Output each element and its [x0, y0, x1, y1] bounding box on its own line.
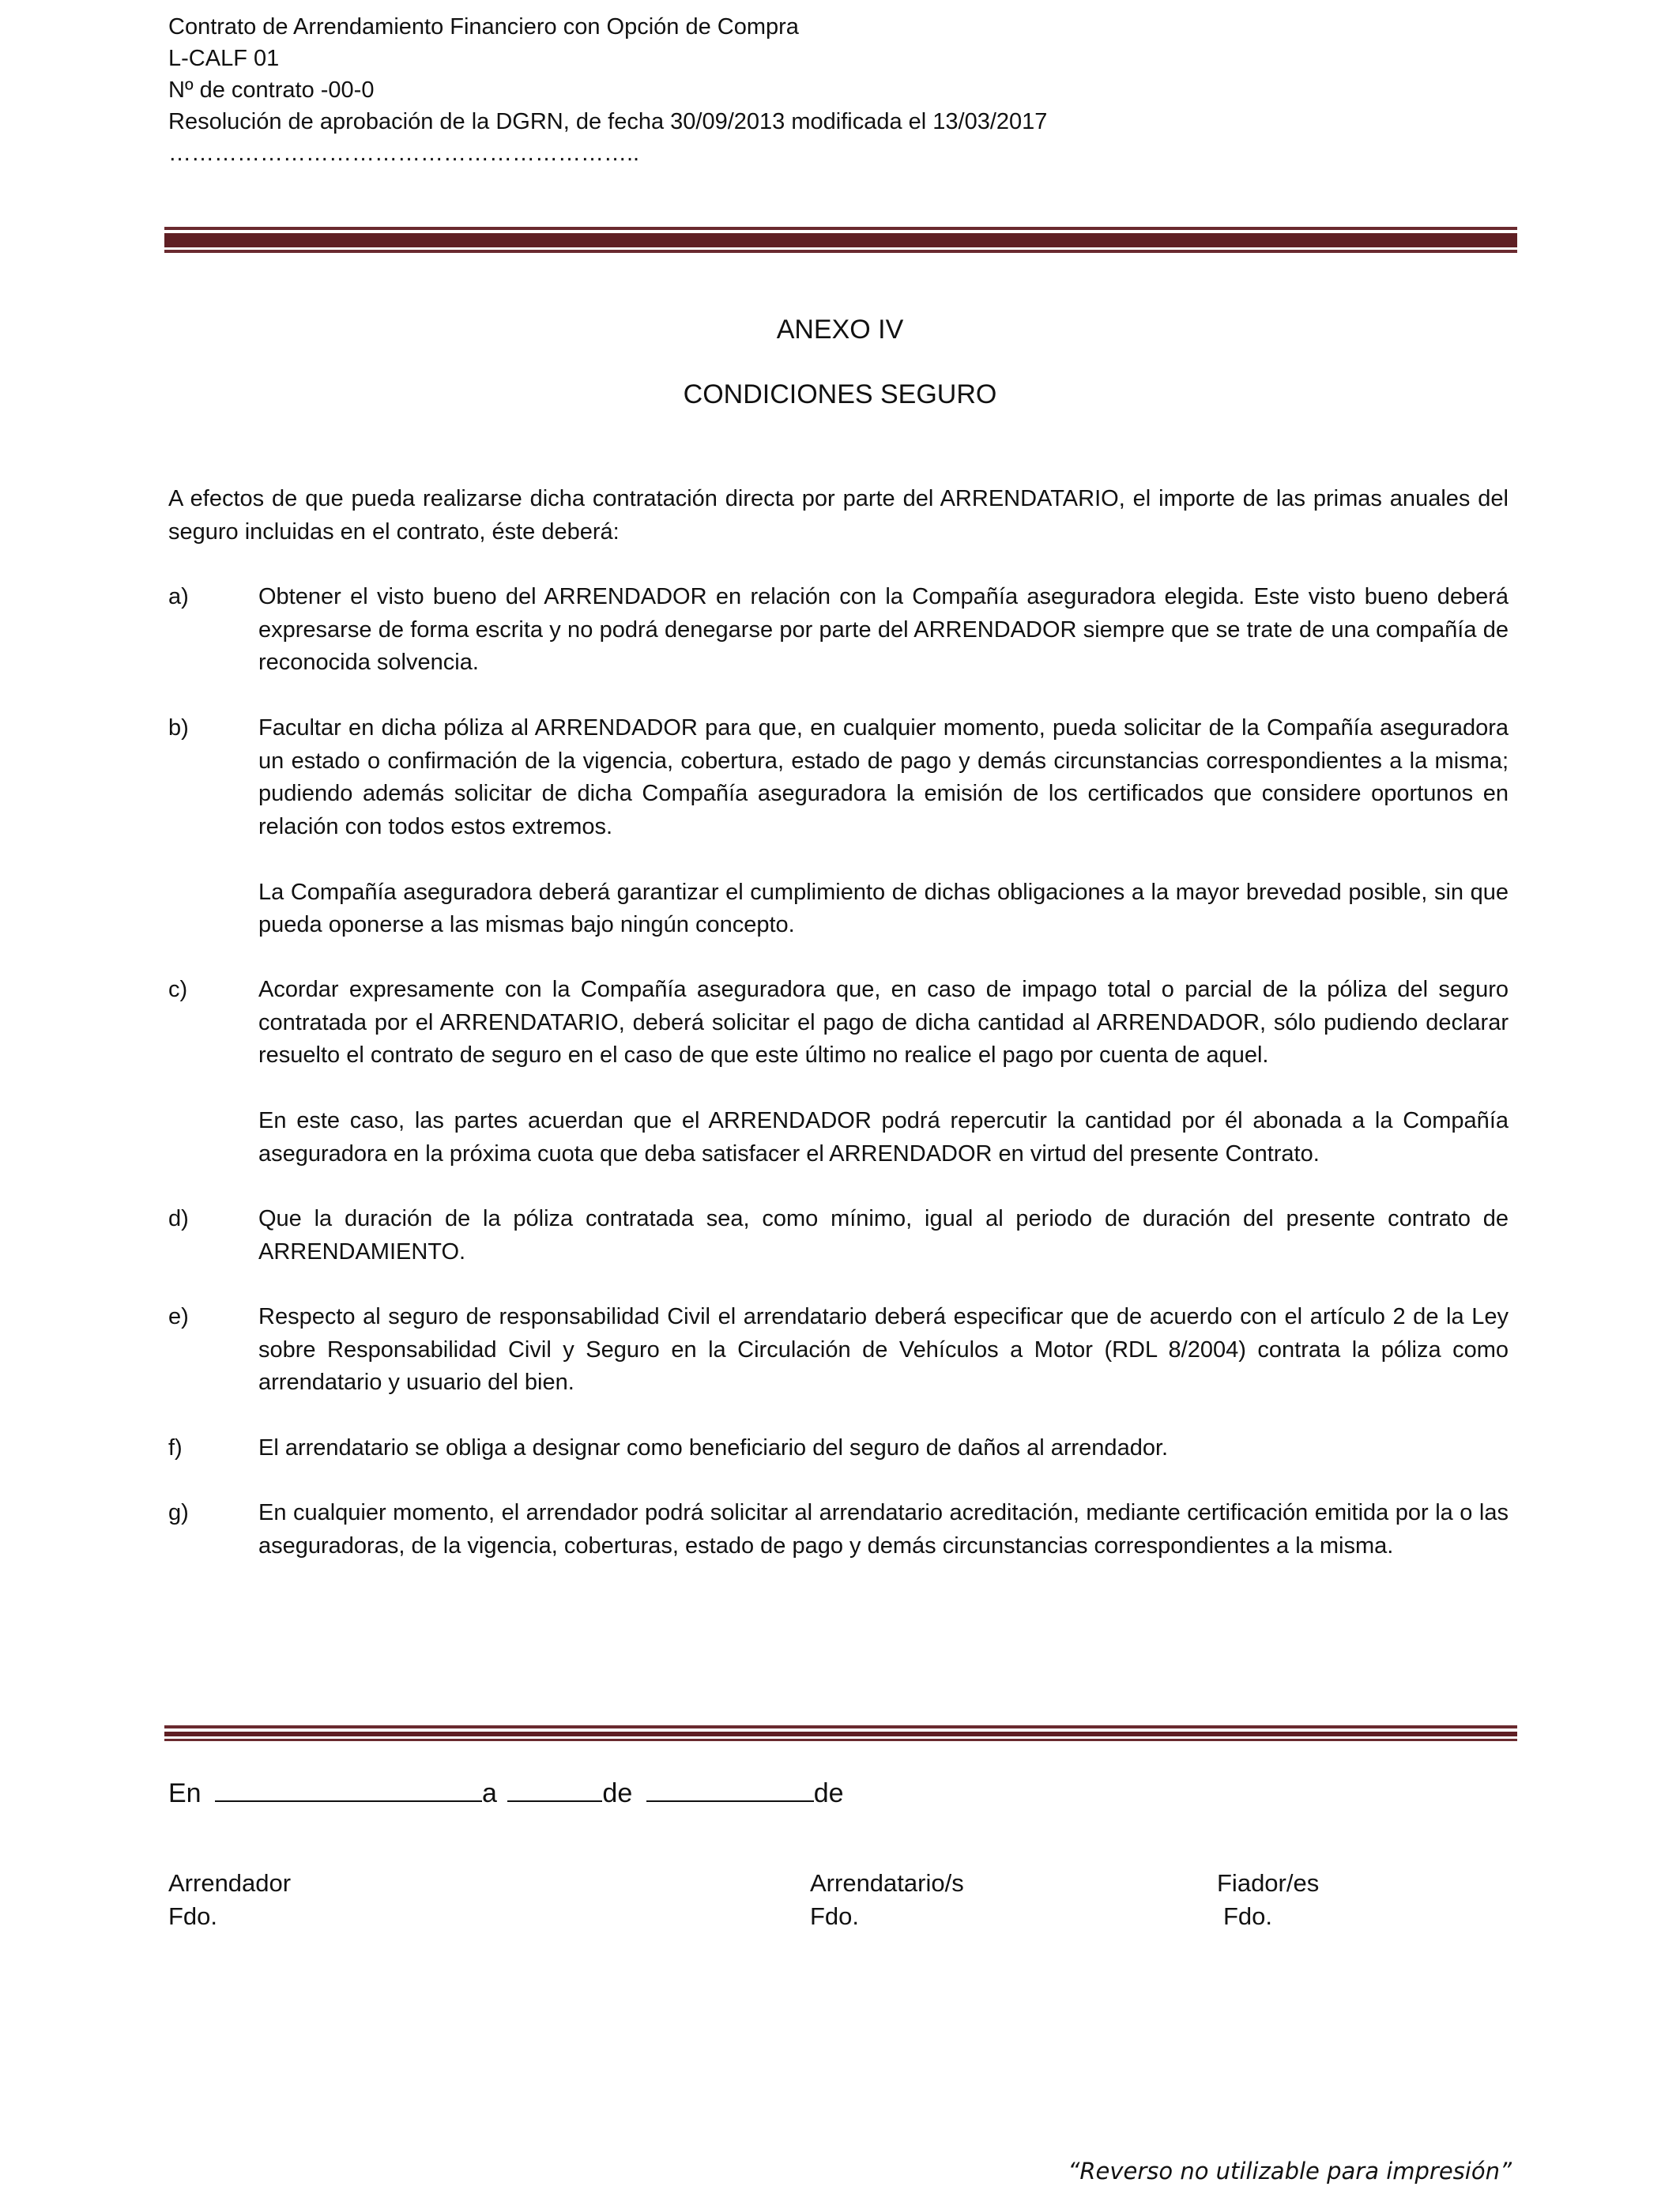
guarantor-role: Fiador/es: [1217, 1869, 1320, 1897]
place-blank[interactable]: [215, 1777, 482, 1802]
top-divider-rule: [164, 227, 1517, 253]
place-date-line: [168, 1777, 844, 1809]
month-blank[interactable]: [646, 1777, 814, 1802]
day-blank[interactable]: [507, 1777, 602, 1802]
item-paragraph: La Compañía aseguradora deberá garantizar el cumplimiento de dichas obligaciones a la mayor brevedad posible, sin que pueda oponerse a las mismas bajo ningún concepto.: [258, 879, 1509, 937]
annex-subtitle: CONDICIONES SEGURO: [683, 379, 997, 409]
lessee-role: Arrendatario/s: [810, 1869, 964, 1897]
item-paragraph: Respecto al seguro de responsabilidad Civil el arrendatario deberá especificar que de acuerdo con el artículo 2 de la Ley sobre Responsabilidad Civil y Seguro en la Circulación de Vehículos a Motor (RDL 8/2004) contrata la póliza como arrendatario y usuario del bien.: [258, 1304, 1509, 1395]
item-letter: a): [168, 584, 189, 609]
place-label: En: [168, 1778, 202, 1808]
intro-paragraph: A efectos de que pueda realizarse dicha contratación directa por parte del ARRENDATARIO, el importe de las primas anuales del seguro incluidas en el contrato, éste deberá:: [168, 486, 1509, 545]
item-letter: f): [168, 1435, 183, 1461]
item-paragraph: Facultar en dicha póliza al ARRENDADOR para que, en cualquier momento, pueda solicitar de la Compañía aseguradora un estado o confirmación de la vigencia, cobertura, estado de pago y demás circunstancias correspondientes a la misma; pudiendo además solicitar de dicha Compañía aseguradora la emisión de los certificados que considere oportunos en relación con todos estos extremos.: [258, 715, 1509, 839]
item-paragraph: En este caso, las partes acuerdan que el ARRENDADOR podrá repercutir la cantidad por él abonada a la Compañía aseguradora en la próxima cuota que deba satisfacer el ARRENDADOR en virtud del presente Contrato.: [258, 1108, 1509, 1167]
item-letter: c): [168, 977, 188, 1002]
list-item-f: [168, 1432, 1509, 1465]
list-item-e: [168, 1301, 1509, 1400]
list-item-b: [168, 712, 1509, 942]
contract-title: Contrato de Arrendamiento Financiero con Opción de Compra: [168, 14, 799, 40]
item-paragraph: Obtener el visto bueno del ARRENDADOR en relación con la Compañía aseguradora elegida. Este visto bueno deberá expresarse de forma escrita y no podrá denegarse por parte del ARRENDADOR siempre que se trate de una compañía de reconocida solvencia.: [258, 584, 1509, 675]
item-letter: d): [168, 1206, 189, 1231]
item-paragraph: Acordar expresamente con la Compañía aseguradora que, en caso de impago total o parcial de la póliza del seguro contratada por el ARRENDATARIO, deberá solicitar el pago de dicha cantidad al ARRENDADOR, sólo pudiendo declarar resuelto el contrato de seguro en el caso de que este último no realice el pago por cuenta de aquel.: [258, 977, 1509, 1068]
month-label: de: [602, 1778, 633, 1808]
document-header: [168, 11, 1512, 169]
contract-number: Nº de contrato -00-0: [168, 77, 375, 103]
item-letter: b): [168, 715, 189, 741]
list-item-a: [168, 581, 1509, 680]
signature-guarantor: [1217, 1867, 1319, 1933]
dotted-line: ……………………………………………………..: [168, 141, 640, 166]
item-paragraph: Que la duración de la póliza contratada sea, como mínimo, igual al periodo de duración del presente contrato de ARRENDAMIENTO.: [258, 1206, 1509, 1265]
item-paragraph: En cualquier momento, el arrendador podrá solicitar al arrendatario acreditación, mediante certificación emitida por la o las aseguradoras, de la vigencia, coberturas, estado de pago y demás circunstancias correspondientes a la misma.: [258, 1500, 1509, 1559]
year-label: de: [813, 1778, 844, 1808]
item-letter: e): [168, 1304, 189, 1329]
footer-note: “Reverso no utilizable para impresión”: [1068, 2158, 1512, 2185]
list-item-c: [168, 974, 1509, 1171]
contract-code: L-CALF 01: [168, 46, 280, 71]
approval-resolution: Resolución de aprobación de la DGRN, de fecha 30/09/2013 modificada el 13/03/2017: [168, 109, 1048, 134]
intro-section: [168, 483, 1509, 548]
signature-lessor: [168, 1867, 291, 1933]
lessor-signature: Fdo.: [168, 1902, 218, 1930]
list-item-d: [168, 1203, 1509, 1269]
item-paragraph: El arrendatario se obliga a designar como beneficiario del seguro de daños al arrendador.: [258, 1435, 1169, 1461]
list-item-g: [168, 1497, 1509, 1563]
signature-lessee: [810, 1867, 964, 1933]
guarantor-signature: Fdo.: [1223, 1902, 1273, 1930]
lessee-signature: Fdo.: [810, 1902, 860, 1930]
lessor-role: Arrendador: [168, 1869, 292, 1897]
bottom-divider-rule: [164, 1725, 1517, 1741]
item-letter: g): [168, 1500, 189, 1525]
day-label: a: [482, 1778, 497, 1808]
annex-title: ANEXO IV: [776, 315, 904, 345]
